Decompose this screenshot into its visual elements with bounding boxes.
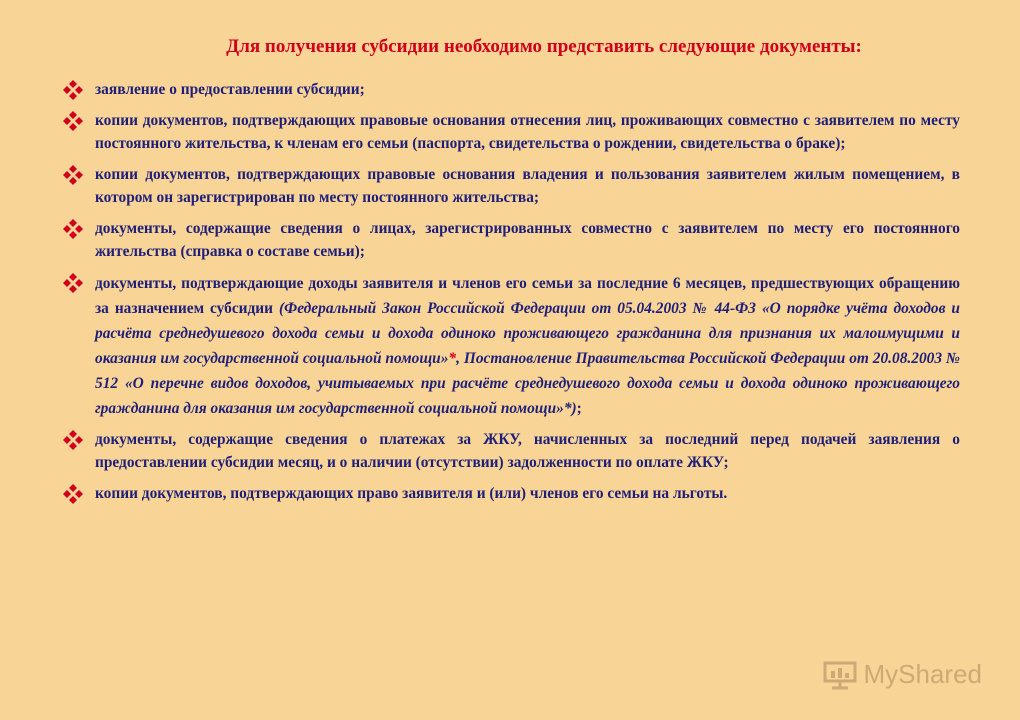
list-item-text: документы, содержащие сведения о лицах, зарегистрированных совместно с заявителем по месту его постоянного жительства (справка о составе семьи);	[95, 219, 960, 260]
list-item-text: документы, содержащие сведения о платежах за ЖКУ, начисленных за последний перед подачей заявления о предоставлении субсидии месяц, и о наличии (отсутствии) задолженности по оплате ЖКУ;	[95, 430, 960, 471]
resolution-reference-text: , Постановление Правительства Российской Федерации от 20.08.2003 № 512 «О перечне видов доходов, учитываемых при расчёте среднедушевого дохода семьи и дохода одиноко проживающего гражданина для оказания им государственной социальной помощи»	[95, 349, 960, 417]
presentation-board-icon	[822, 660, 858, 690]
list-item	[62, 109, 960, 156]
four-diamond-bullet-icon	[62, 111, 84, 131]
list-item-end: ;	[576, 399, 582, 417]
list-item-text: документы, подтверждающие доходы заявителя и членов его семьи за последние 6 месяцев, предшествующих обращению за назначением субсидии	[95, 274, 960, 317]
footnote-star: *	[448, 349, 457, 367]
document-list	[62, 78, 960, 512]
list-item-text: заявление о предоставлении субсидии;	[95, 81, 365, 98]
law-reference-text: (Федеральный Закон Российской Федерации от 05.04.2003 № 44-ФЗ «О порядке учёта доходов и расчёта среднедушевого дохода семьи и дохода одиноко проживающего гражданина для признания их малоимущими и оказания им государственной социальной помощи»	[95, 299, 960, 367]
four-diamond-bullet-icon	[62, 430, 84, 450]
watermark-text: MyShared	[863, 659, 982, 689]
watermark-logo	[822, 659, 983, 690]
four-diamond-bullet-icon	[62, 80, 84, 100]
list-item	[62, 78, 960, 102]
list-item	[62, 217, 960, 264]
list-item-text: копии документов, подтверждающих право заявителя и (или) членов его семьи на льготы.	[95, 484, 728, 502]
list-item-text: копии документов, подтверждающих правовые основания отнесения лиц, проживающих совместно с заявителем по месту постоянного жительства, к членам его семьи (паспорта, свидетельства о рождении, свидетельства о браке);	[95, 111, 960, 152]
list-item-text: копии документов, подтверждающих правовые основания владения и пользования заявителем жилым помещением, в котором он зарегистрирован по месту постоянного жительства;	[95, 165, 960, 206]
footnote-star: *)	[563, 399, 577, 417]
four-diamond-bullet-icon	[62, 219, 84, 239]
page-title: Для получения субсидии необходимо представить следующие документы:	[226, 36, 862, 57]
list-item	[62, 482, 960, 506]
four-diamond-bullet-icon	[62, 484, 84, 504]
list-item	[62, 271, 960, 421]
list-item	[62, 163, 960, 210]
four-diamond-bullet-icon	[62, 273, 84, 293]
four-diamond-bullet-icon	[62, 165, 84, 185]
list-item	[62, 428, 960, 475]
